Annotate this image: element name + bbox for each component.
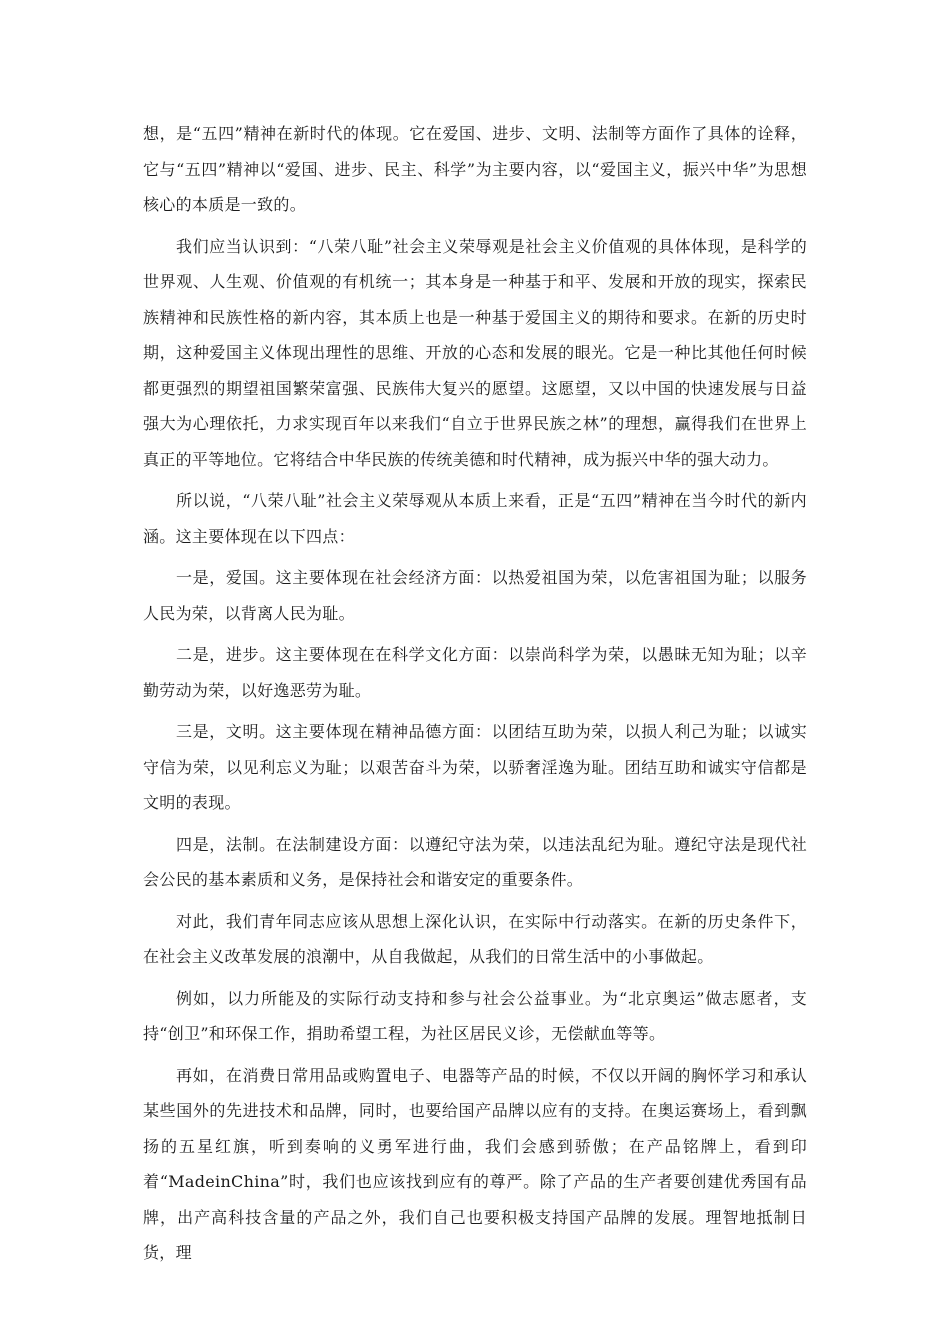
paragraph: 再如，在消费日常用品或购置电子、电器等产品的时候，不仅以开阔的胸怀学习和承认某些国外的先进技术和品牌，同时，也要给国产品牌以应有的支持。在奥运赛场上，看到飘扬的五星红旗，听到奏响的义勇军进行曲，我们会感到骄傲；在产品铭牌上，看到印着“MadeinChina”时，我们也应该找到应有的尊严。除了产品的生产者要创建优秀国有品牌，出产高科技含量的产品之外，我们自己也要积极支持国产品牌的发展。理智地抵制日货，理 xyxy=(143,1065,807,1262)
paragraph: 一是，爱国。这主要体现在社会经济方面：以热爱祖国为荣，以危害祖国为耻；以服务人民为荣，以背离人民为耻。 xyxy=(143,568,807,623)
paragraph: 二是，进步。这主要体现在在科学文化方面：以崇尚科学为荣，以愚昧无知为耻；以辛勤劳动为荣，以好逸恶劳为耻。 xyxy=(143,645,807,700)
paragraph: 想，是“五四”精神在新时代的体现。它在爱国、进步、文明、法制等方面作了具体的诠释，它与“五四”精神以“爱国、进步、民主、科学”为主要内容，以“爱国主义，振兴中华”为思想核心的本质是一致的。 xyxy=(143,124,807,214)
document-body xyxy=(143,116,807,1277)
paragraph: 例如，以力所能及的实际行动支持和参与社会公益事业。为“北京奥运”做志愿者，支持“创卫”和环保工作，捐助希望工程，为社区居民义诊，无偿献血等等。 xyxy=(143,988,807,1043)
paragraph: 我们应当认识到：“八荣八耻”社会主义荣辱观是社会主义价值观的具体体现，是科学的世界观、人生观、价值观的有机统一；其本身是一种基于和平、发展和开放的现实，探索民族精神和民族性格的新内容，其本质上也是一种基于爱国主义的期待和要求。在新的历史时期，这种爱国主义体现出理性的思维、开放的心态和发展的眼光。它是一种比其他任何时候都更强烈的期望祖国繁荣富强、民族伟大复兴的愿望。这愿望，又以中国的快速发展与日益强大为心理依托，力求实现百年以来我们“自立于世界民族之林”的理想，赢得我们在世界上真正的平等地位。它将结合中华民族的传统美德和时代精神，成为振兴中华的强大动力。 xyxy=(143,236,807,469)
paragraph: 四是，法制。在法制建设方面：以遵纪守法为荣，以违法乱纪为耻。遵纪守法是现代社会公民的基本素质和义务，是保持社会和谐安定的重要条件。 xyxy=(143,834,807,889)
paragraph: 对此，我们青年同志应该从思想上深化认识，在实际中行动落实。在新的历史条件下，在社会主义改革发展的浪潮中，从自我做起，从我们的日常生活中的小事做起。 xyxy=(143,911,807,966)
paragraph: 三是，文明。这主要体现在精神品德方面：以团结互助为荣，以损人利己为耻；以诚实守信为荣，以见利忘义为耻；以艰苦奋斗为荣，以骄奢淫逸为耻。团结互助和诚实守信都是文明的表现。 xyxy=(143,722,807,812)
paragraph: 所以说，“八荣八耻”社会主义荣辱观从本质上来看，正是“五四”精神在当今时代的新内涵。这主要体现在以下四点： xyxy=(143,491,807,546)
